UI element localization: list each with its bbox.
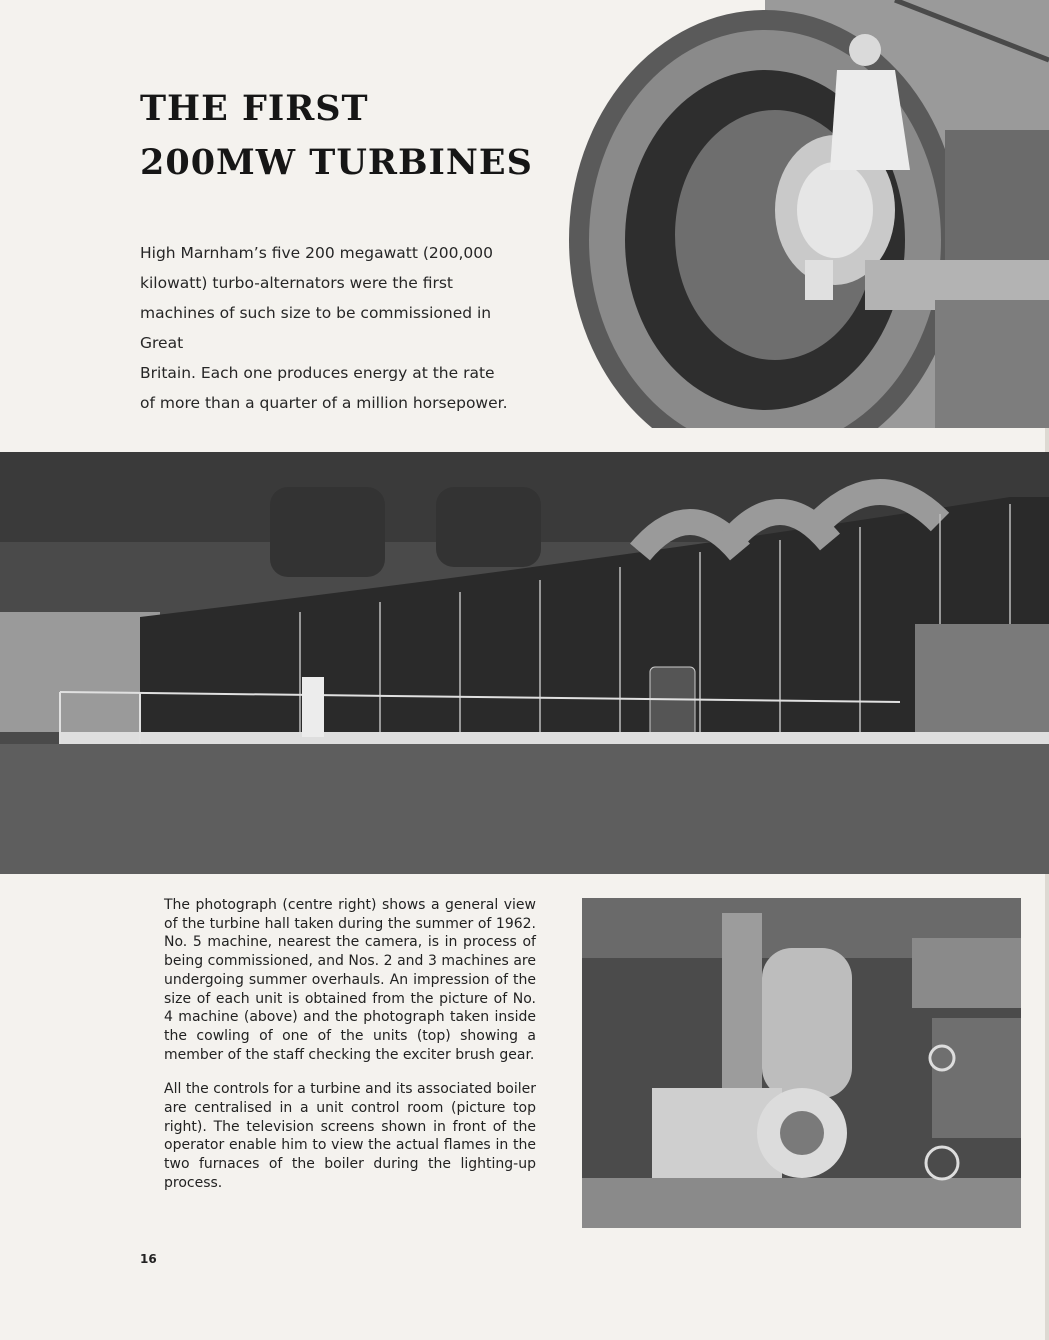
exciter-photo bbox=[565, 0, 1049, 428]
page-title bbox=[140, 82, 533, 190]
photo-caption bbox=[164, 896, 536, 1209]
intro-line: of more than a quarter of a million horsepower. bbox=[140, 394, 508, 412]
intro-line: machines of such size to be commissioned in Great bbox=[140, 304, 492, 352]
intro-line: High Marnham’s five 200 megawatt (200,000 bbox=[140, 244, 493, 262]
caption-paragraph-1: The photograph (centre right) shows a general view of the turbine hall taken during the summer of 1962. No. 5 machine, nearest the camera, is in process of being commissioned, and Nos. 2 and 3 machines are undergoing summer overhauls. An impression of the size of each unit is obtained from the picture of No. 4 machine (above) and the photograph taken inside the cowling of one of the units (top) showing a member of the staff checking the exciter brush gear. bbox=[164, 897, 536, 1063]
intro-line: kilowatt) turbo-alternators were the first bbox=[140, 274, 453, 292]
caption-paragraph-2: All the controls for a turbine and its associated boiler are centralised in a unit control room (picture top right). The television screens shown in front of the operator enable him to view the actual flames in the two furnaces of the boiler during the lighting-up process. bbox=[164, 1081, 536, 1191]
intro-line: Britain. Each one produces energy at the rate bbox=[140, 364, 495, 382]
title-line-2: 200MW TURBINES bbox=[140, 142, 533, 183]
machinery-photo bbox=[582, 898, 1021, 1228]
title-line-1: THE FIRST bbox=[140, 88, 369, 129]
page-number: 16 bbox=[140, 1252, 157, 1266]
turbine-hall-photo bbox=[0, 452, 1049, 874]
intro-paragraph bbox=[140, 238, 530, 418]
